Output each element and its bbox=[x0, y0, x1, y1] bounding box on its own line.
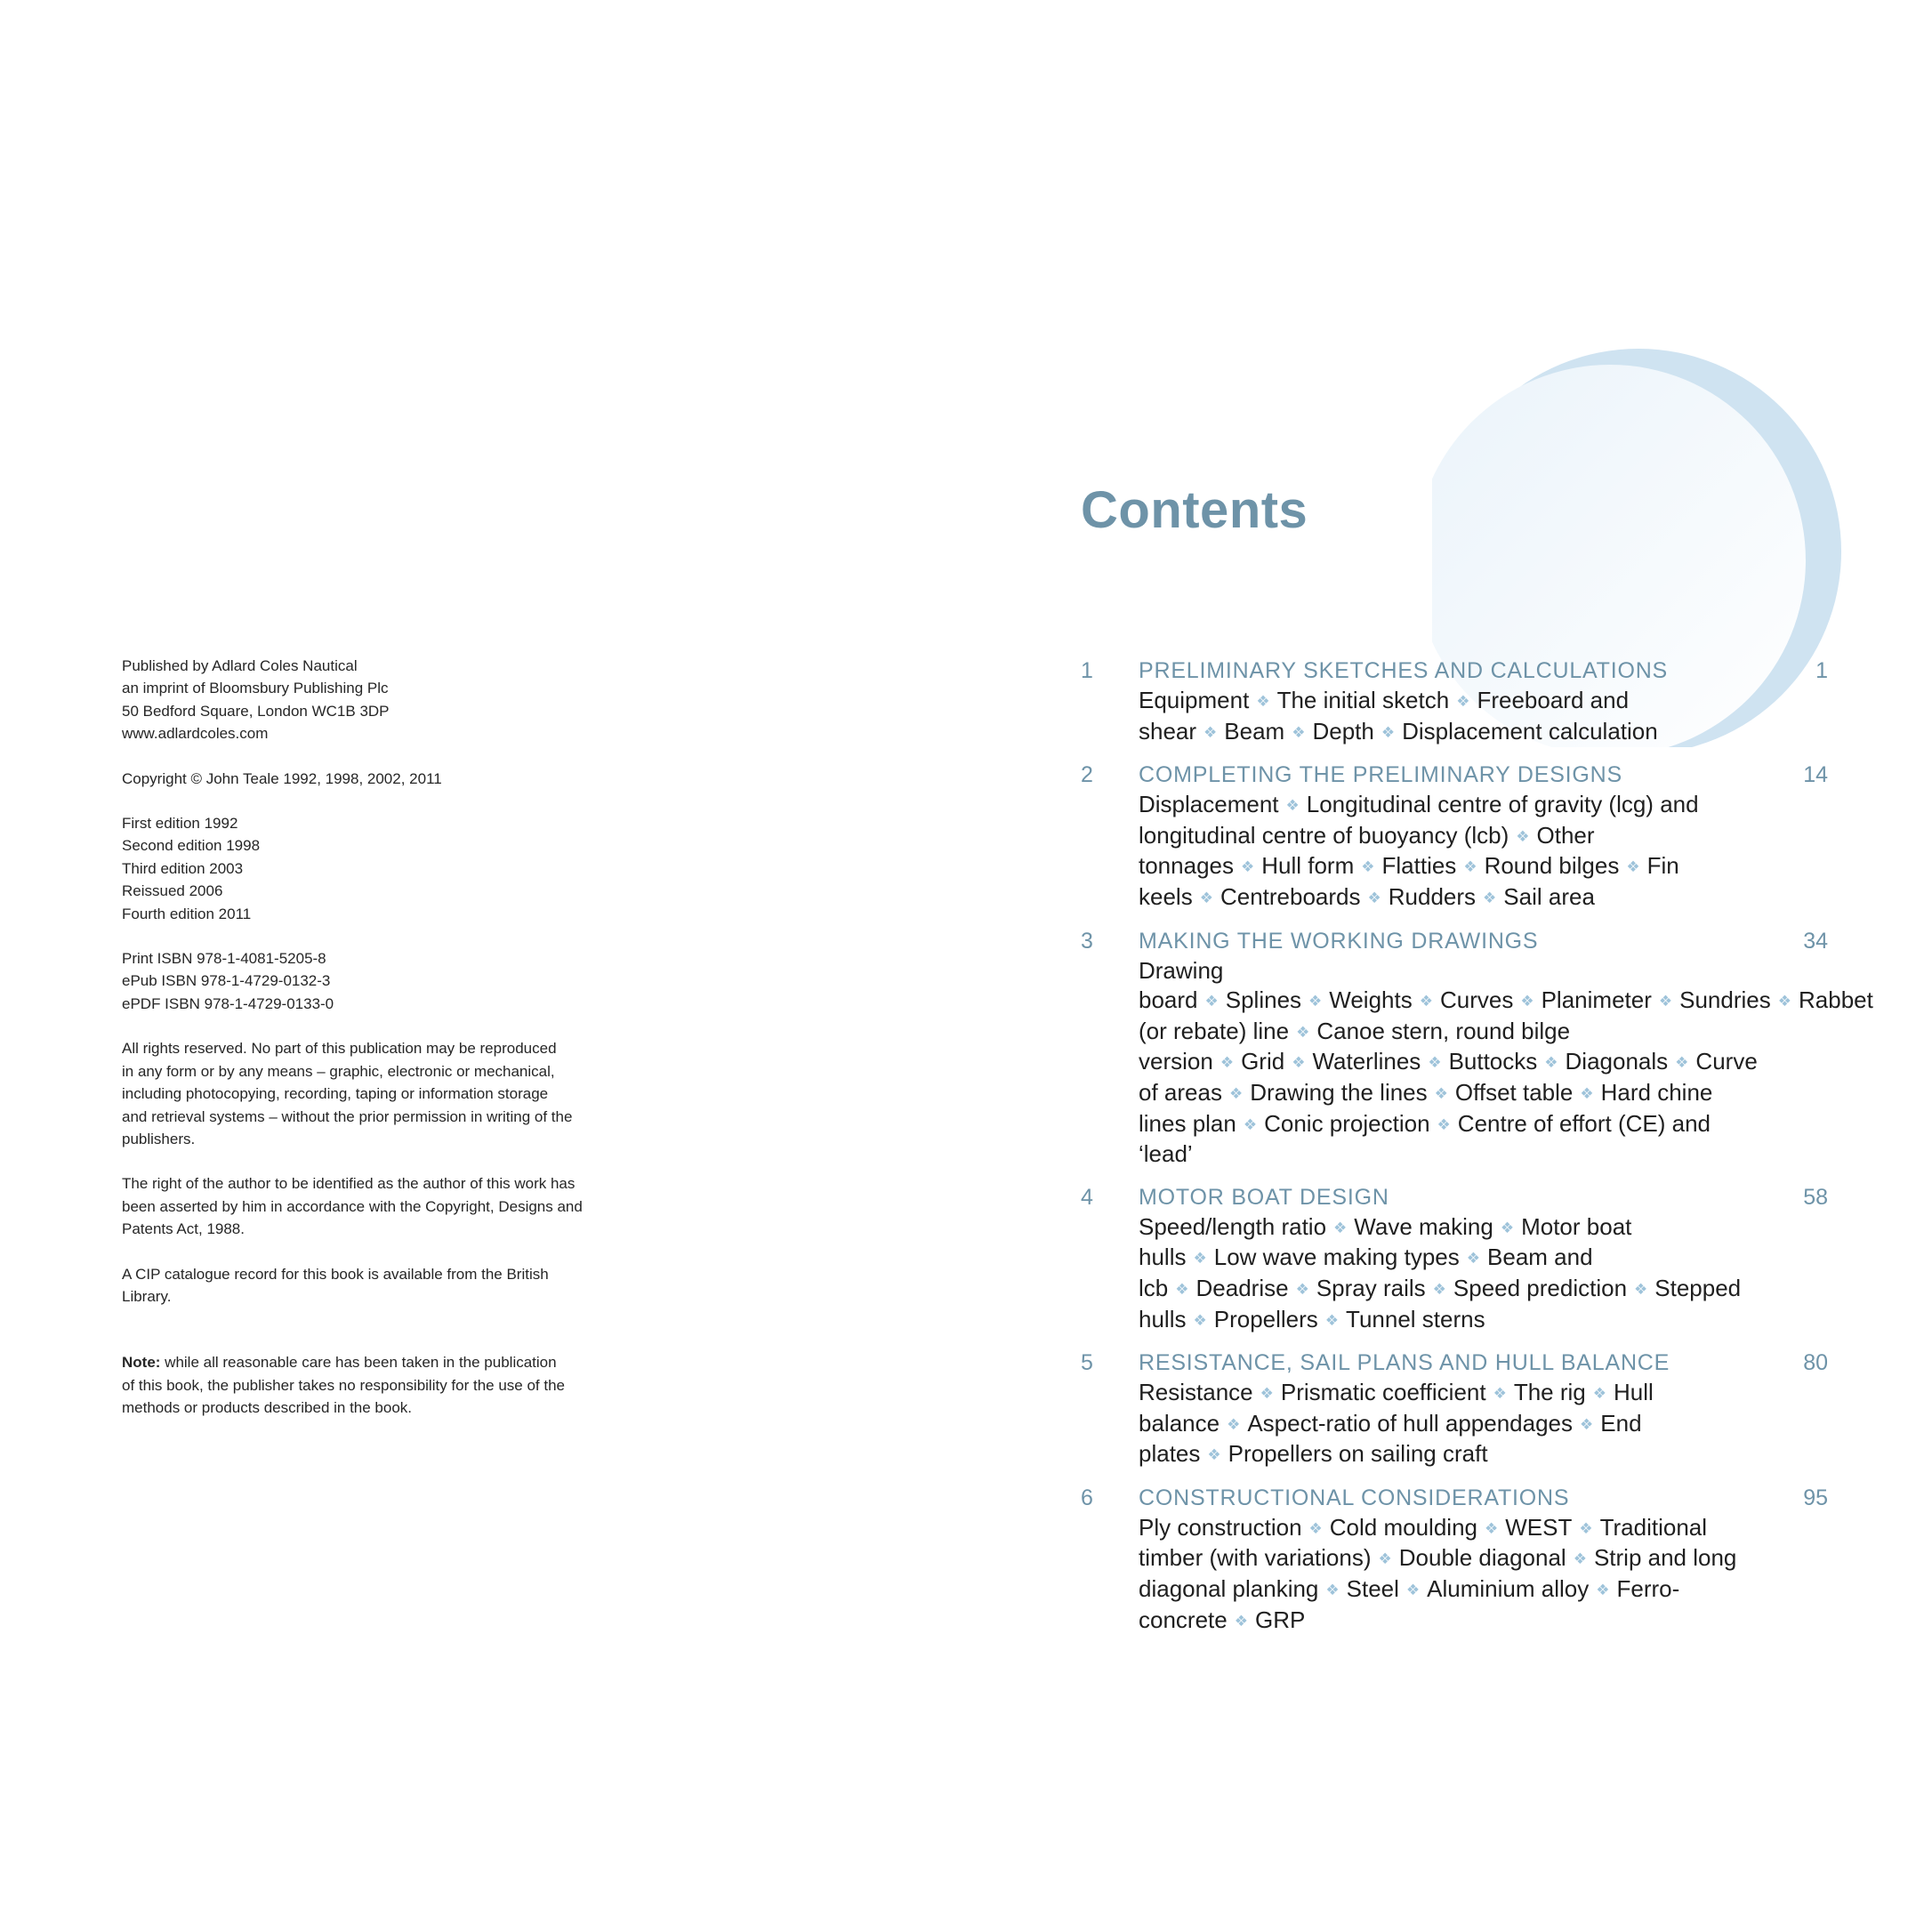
diamond-separator-icon: ❖ bbox=[1260, 1385, 1274, 1403]
chapter-topic: The rig bbox=[1513, 1379, 1586, 1406]
chapter-topic: The initial sketch bbox=[1276, 687, 1450, 713]
page-title: Contents bbox=[1081, 481, 1308, 539]
chapter-topic: Strip and long diagonal planking bbox=[1139, 1544, 1737, 1603]
diamond-separator-icon: ❖ bbox=[1419, 993, 1433, 1010]
diamond-separator-icon: ❖ bbox=[1500, 1219, 1515, 1236]
chapter-topic: Prismatic coefficient bbox=[1280, 1379, 1486, 1406]
chapter-topic: Traditional timber (with variations) bbox=[1139, 1513, 1708, 1572]
chapter-topic: Displacement bbox=[1139, 791, 1279, 818]
chapter-entry[interactable] bbox=[1081, 1182, 1837, 1335]
diamond-separator-icon: ❖ bbox=[1485, 1519, 1499, 1537]
isbn-line: Print ISBN 978-1-4081-5205-8 bbox=[122, 950, 326, 968]
chapter-heading[interactable]: CONSTRUCTIONAL CONSIDERATIONS bbox=[1139, 1485, 1570, 1510]
moral-rights-line: The right of the author to be identified as the author of this work has bbox=[122, 1175, 576, 1193]
publisher-line: 50 Bedford Square, London WC1B 3DP bbox=[122, 702, 390, 720]
chapter-entry[interactable] bbox=[1081, 1348, 1837, 1470]
chapter-body bbox=[1139, 1483, 1752, 1636]
chapter-topic: Deadrise bbox=[1195, 1274, 1289, 1301]
diamond-separator-icon: ❖ bbox=[1228, 1084, 1244, 1102]
chapter-heading[interactable]: COMPLETING THE PRELIMINARY DESIGNS bbox=[1139, 762, 1622, 788]
diamond-separator-icon: ❖ bbox=[1193, 1250, 1207, 1268]
chapter-page-number: 34 bbox=[1803, 928, 1828, 954]
moral-rights-line: been asserted by him in accordance with the Copyright, Designs and bbox=[122, 1197, 583, 1215]
diamond-separator-icon: ❖ bbox=[1234, 1612, 1248, 1630]
chapter-topic: Spray rails bbox=[1316, 1274, 1426, 1301]
chapter-topic: Freeboard and shear bbox=[1139, 687, 1630, 745]
rights-line: including photocopying, recording, taping or information storage bbox=[122, 1085, 549, 1103]
chapter-topic: Double diagonal bbox=[1398, 1544, 1566, 1572]
diamond-separator-icon: ❖ bbox=[1308, 993, 1323, 1010]
diamond-separator-icon: ❖ bbox=[1175, 1280, 1189, 1298]
chapter-topic: Other tonnages bbox=[1139, 821, 1595, 880]
chapter-topic: Equipment bbox=[1139, 687, 1250, 713]
chapter-topic: Displacement calculation bbox=[1402, 717, 1658, 745]
chapter-topics bbox=[1139, 1378, 1752, 1470]
editions-block bbox=[122, 812, 638, 925]
copyright-block bbox=[122, 768, 638, 790]
diamond-separator-icon: ❖ bbox=[1296, 1023, 1310, 1041]
diamond-separator-icon: ❖ bbox=[1292, 723, 1306, 741]
chapter-topic: Centreboards bbox=[1220, 882, 1361, 910]
diamond-separator-icon: ❖ bbox=[1456, 693, 1470, 710]
diamond-separator-icon: ❖ bbox=[1295, 1280, 1309, 1298]
chapter-topic: Centre of effort (CE) and ‘lead’ bbox=[1139, 1109, 1711, 1168]
diamond-separator-icon: ❖ bbox=[1324, 1311, 1340, 1329]
chapter-topic: WEST bbox=[1505, 1513, 1573, 1541]
diamond-separator-icon: ❖ bbox=[1405, 1582, 1421, 1599]
edition-line: Second edition 1998 bbox=[122, 837, 261, 855]
rights-line: and retrieval systems – without the prior permission in writing of the bbox=[122, 1107, 573, 1125]
cip-line: Library. bbox=[122, 1287, 172, 1305]
diamond-separator-icon: ❖ bbox=[1434, 1084, 1448, 1102]
diamond-separator-icon: ❖ bbox=[1626, 858, 1640, 876]
chapter-topic: Rudders bbox=[1388, 882, 1477, 910]
chapter-topic: Flatties bbox=[1381, 852, 1457, 880]
chapter-topic: Rabbet (or rebate) line bbox=[1139, 986, 1873, 1044]
chapter-topic: Steel bbox=[1346, 1575, 1399, 1603]
edition-line: Fourth edition 2011 bbox=[122, 905, 252, 922]
chapter-page-number: 80 bbox=[1803, 1350, 1828, 1376]
chapter-body bbox=[1139, 1348, 1752, 1470]
chapter-topic: Tunnel sterns bbox=[1346, 1305, 1485, 1332]
chapter-topic: Splines bbox=[1225, 986, 1302, 1014]
chapter-topic: Sundries bbox=[1679, 986, 1771, 1014]
chapter-topic: Low wave making types bbox=[1213, 1244, 1460, 1271]
cip-line: A CIP catalogue record for this book is available from the British bbox=[122, 1265, 549, 1283]
note-text: while all reasonable care has been taken in the publication bbox=[160, 1354, 557, 1372]
diamond-separator-icon: ❖ bbox=[1579, 1519, 1593, 1537]
note-line: methods or products described in the book. bbox=[122, 1399, 413, 1417]
chapter-topics bbox=[1139, 686, 1752, 747]
diamond-separator-icon: ❖ bbox=[1592, 1385, 1607, 1403]
chapter-entry[interactable] bbox=[1081, 1483, 1837, 1636]
chapter-body bbox=[1139, 760, 1752, 913]
chapter-topic: Motor boat hulls bbox=[1139, 1212, 1632, 1271]
chapter-topic: Grid bbox=[1241, 1048, 1285, 1075]
chapter-topic: Drawing board bbox=[1139, 956, 1224, 1014]
chapter-topic: End plates bbox=[1139, 1409, 1642, 1468]
note-block bbox=[122, 1351, 638, 1419]
diamond-separator-icon: ❖ bbox=[1204, 993, 1219, 1010]
chapter-number: 1 bbox=[1081, 658, 1093, 683]
diamond-separator-icon: ❖ bbox=[1596, 1582, 1610, 1599]
diamond-separator-icon: ❖ bbox=[1292, 1054, 1306, 1072]
imprint-page bbox=[122, 655, 638, 1442]
chapter-topic: Ferro-concrete bbox=[1139, 1575, 1680, 1633]
chapter-number: 5 bbox=[1081, 1350, 1093, 1376]
chapter-topic: GRP bbox=[1254, 1606, 1306, 1633]
chapter-topic: Speed/length ratio bbox=[1139, 1212, 1327, 1240]
chapter-topic: Weights bbox=[1329, 986, 1413, 1014]
publisher-block bbox=[122, 655, 638, 745]
chapter-topic: Aluminium alloy bbox=[1427, 1575, 1590, 1603]
chapter-heading[interactable]: MAKING THE WORKING DRAWINGS bbox=[1139, 928, 1539, 954]
chapter-topic: Round bilges bbox=[1484, 852, 1620, 880]
diamond-separator-icon: ❖ bbox=[1466, 1250, 1481, 1268]
diamond-separator-icon: ❖ bbox=[1285, 797, 1300, 815]
diamond-separator-icon: ❖ bbox=[1777, 993, 1791, 1010]
diamond-separator-icon: ❖ bbox=[1437, 1115, 1451, 1133]
rights-line: All rights reserved. No part of this publication may be reproduced bbox=[122, 1040, 557, 1058]
chapter-body bbox=[1139, 656, 1752, 747]
chapter-heading[interactable]: RESISTANCE, SAIL PLANS AND HULL BALANCE bbox=[1139, 1350, 1670, 1376]
chapter-topics bbox=[1139, 1513, 1752, 1636]
chapter-topic: Curves bbox=[1439, 986, 1514, 1014]
diamond-separator-icon: ❖ bbox=[1520, 993, 1534, 1010]
chapter-topic: Cold moulding bbox=[1329, 1513, 1477, 1541]
chapter-topics bbox=[1139, 790, 1752, 913]
chapter-topics bbox=[1139, 956, 1873, 1170]
chapter-topic: Curve of areas bbox=[1139, 1048, 1758, 1106]
isbn-line: ePub ISBN 978-1-4729-0132-3 bbox=[122, 972, 331, 990]
publisher-line: an imprint of Bloomsbury Publishing Plc bbox=[122, 680, 389, 697]
edition-line: Reissued 2006 bbox=[122, 882, 223, 900]
chapter-topic: Speed prediction bbox=[1453, 1274, 1628, 1301]
chapter-number: 4 bbox=[1081, 1184, 1093, 1210]
diamond-separator-icon: ❖ bbox=[1361, 858, 1375, 876]
edition-line: Third edition 2003 bbox=[122, 859, 244, 877]
chapter-topic: Hull form bbox=[1261, 852, 1355, 880]
diamond-separator-icon: ❖ bbox=[1367, 889, 1381, 906]
chapter-page-number: 14 bbox=[1803, 762, 1828, 788]
chapter-topic: Hard chine lines plan bbox=[1139, 1078, 1713, 1137]
note-label: Note: bbox=[122, 1354, 161, 1372]
chapter-topic: Wave making bbox=[1354, 1212, 1493, 1240]
chapter-topic: Offset table bbox=[1454, 1078, 1574, 1106]
diamond-separator-icon: ❖ bbox=[1381, 723, 1396, 741]
chapter-topic: Propellers on sailing craft bbox=[1228, 1440, 1488, 1468]
chapter-topic: Resistance bbox=[1139, 1379, 1253, 1406]
moral-rights-block bbox=[122, 1172, 638, 1240]
chapter-number: 3 bbox=[1081, 928, 1093, 954]
note-line bbox=[122, 1351, 638, 1373]
diamond-separator-icon: ❖ bbox=[1483, 889, 1497, 906]
isbn-line: ePDF ISBN 978-1-4729-0133-0 bbox=[122, 994, 334, 1012]
diamond-separator-icon: ❖ bbox=[1333, 1219, 1348, 1236]
chapter-number: 2 bbox=[1081, 762, 1093, 788]
diamond-separator-icon: ❖ bbox=[1308, 1519, 1323, 1537]
chapter-topic: Fin keels bbox=[1139, 852, 1679, 910]
diamond-separator-icon: ❖ bbox=[1203, 723, 1218, 741]
diamond-separator-icon: ❖ bbox=[1463, 858, 1477, 876]
diamond-separator-icon: ❖ bbox=[1325, 1582, 1340, 1599]
diamond-separator-icon: ❖ bbox=[1658, 993, 1673, 1010]
chapter-topic: Drawing the lines bbox=[1250, 1078, 1428, 1106]
rights-line: in any form or by any means – graphic, electronic or mechanical, bbox=[122, 1062, 555, 1080]
chapter-topic: Planimeter bbox=[1541, 986, 1652, 1014]
diamond-separator-icon: ❖ bbox=[1378, 1550, 1392, 1568]
chapter-heading[interactable]: PRELIMINARY SKETCHES AND CALCULATIONS bbox=[1139, 658, 1669, 683]
contents-list bbox=[1081, 656, 1873, 1648]
copyright-line: Copyright © John Teale 1992, 1998, 2002, 2011 bbox=[122, 769, 442, 787]
diamond-separator-icon: ❖ bbox=[1580, 1084, 1594, 1102]
chapter-topic: Aspect-ratio of hull appendages bbox=[1247, 1409, 1574, 1437]
diamond-separator-icon: ❖ bbox=[1193, 1311, 1207, 1329]
chapter-topic: Diagonals bbox=[1565, 1048, 1669, 1075]
chapter-body bbox=[1139, 1182, 1752, 1335]
chapter-topic: Canoe stern, round bilge version bbox=[1139, 1017, 1571, 1075]
rights-block bbox=[122, 1037, 638, 1150]
diamond-separator-icon: ❖ bbox=[1207, 1446, 1221, 1464]
edition-line: First edition 1992 bbox=[122, 815, 238, 833]
publisher-line: Published by Adlard Coles Nautical bbox=[122, 657, 358, 674]
chapter-entry[interactable] bbox=[1081, 760, 1837, 913]
chapter-topic: Beam bbox=[1224, 717, 1285, 745]
chapter-entry[interactable] bbox=[1081, 926, 1873, 1170]
chapter-topic: Propellers bbox=[1213, 1305, 1318, 1332]
diamond-separator-icon: ❖ bbox=[1493, 1385, 1507, 1403]
diamond-separator-icon: ❖ bbox=[1516, 827, 1530, 845]
diamond-separator-icon: ❖ bbox=[1573, 1550, 1587, 1568]
chapter-heading[interactable]: MOTOR BOAT DESIGN bbox=[1139, 1184, 1389, 1210]
diamond-separator-icon: ❖ bbox=[1220, 1054, 1235, 1072]
diamond-separator-icon: ❖ bbox=[1199, 889, 1213, 906]
chapter-topic: Longitudinal centre of gravity (lcg) and longitudinal centre of buoyancy (lcb) bbox=[1139, 791, 1699, 849]
diamond-separator-icon: ❖ bbox=[1544, 1054, 1558, 1072]
diamond-separator-icon: ❖ bbox=[1240, 858, 1255, 876]
publisher-website: www.adlardcoles.com bbox=[122, 725, 269, 743]
chapter-topic: Ply construction bbox=[1139, 1513, 1302, 1541]
diamond-separator-icon: ❖ bbox=[1243, 1115, 1258, 1133]
chapter-topic: Beam and lcb bbox=[1139, 1244, 1593, 1301]
chapter-topic: Conic projection bbox=[1264, 1109, 1430, 1137]
chapter-entry[interactable] bbox=[1081, 656, 1837, 747]
chapter-topics bbox=[1139, 1212, 1752, 1335]
diamond-separator-icon: ❖ bbox=[1675, 1054, 1689, 1072]
chapter-topic: Waterlines bbox=[1312, 1048, 1421, 1075]
chapter-page-number: 95 bbox=[1803, 1485, 1828, 1510]
diamond-separator-icon: ❖ bbox=[1256, 693, 1270, 710]
chapter-topic: Hull balance bbox=[1139, 1379, 1654, 1437]
diamond-separator-icon: ❖ bbox=[1634, 1280, 1648, 1298]
diamond-separator-icon: ❖ bbox=[1580, 1415, 1594, 1433]
rights-line: publishers. bbox=[122, 1130, 196, 1147]
note-line: of this book, the publisher takes no responsibility for the use of the bbox=[122, 1376, 566, 1394]
diamond-separator-icon: ❖ bbox=[1432, 1280, 1446, 1298]
chapter-page-number: 1 bbox=[1815, 658, 1828, 683]
chapter-topic: Stepped hulls bbox=[1139, 1274, 1742, 1332]
diamond-separator-icon: ❖ bbox=[1227, 1415, 1241, 1433]
isbn-block bbox=[122, 947, 638, 1015]
moral-rights-line: Patents Act, 1988. bbox=[122, 1220, 245, 1238]
chapter-topic: Depth bbox=[1312, 717, 1374, 745]
cip-block bbox=[122, 1263, 638, 1308]
chapter-page-number: 58 bbox=[1803, 1184, 1828, 1210]
chapter-topic: Buttocks bbox=[1448, 1048, 1538, 1075]
chapter-number: 6 bbox=[1081, 1485, 1093, 1510]
diamond-separator-icon: ❖ bbox=[1428, 1054, 1442, 1072]
chapter-topic: Sail area bbox=[1503, 882, 1595, 910]
